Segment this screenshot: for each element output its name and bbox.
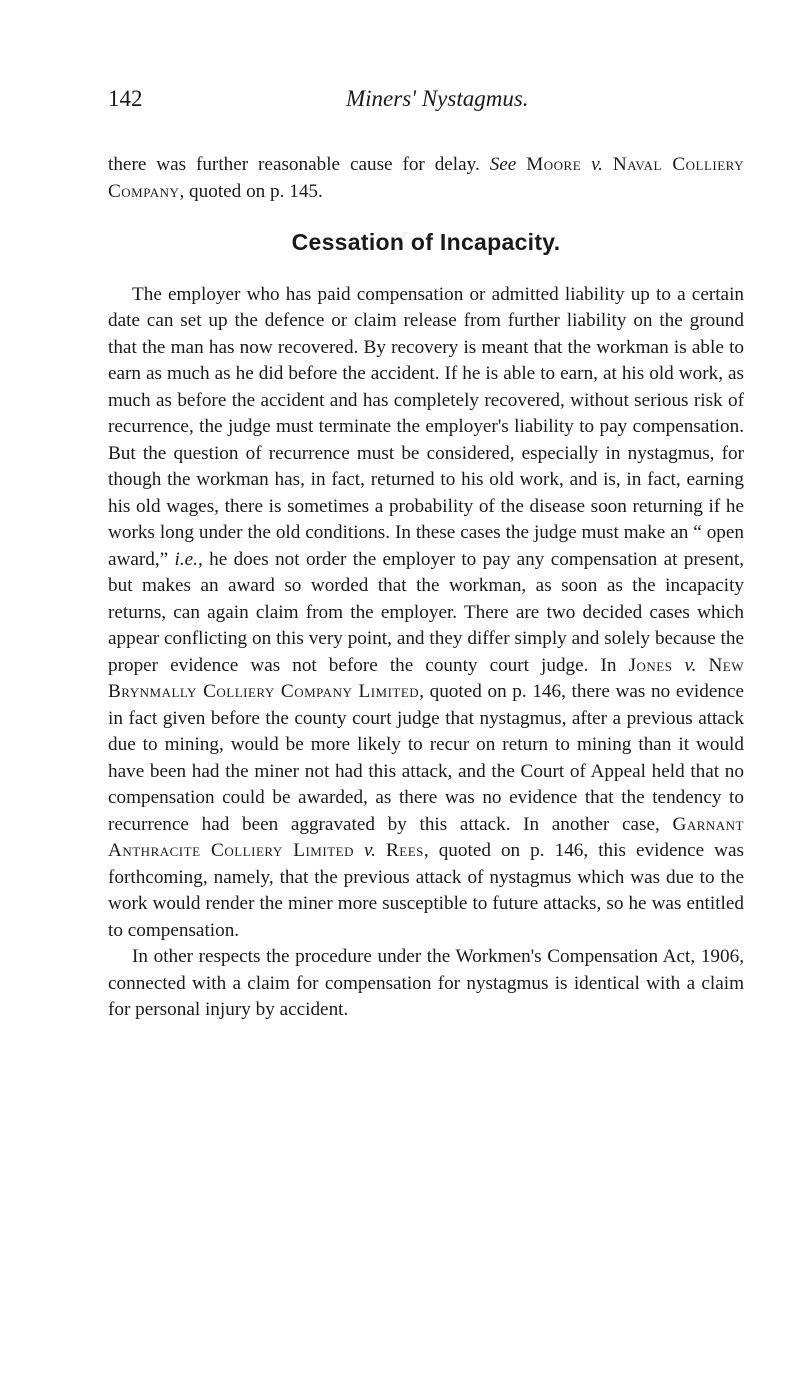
see-reference: See bbox=[489, 154, 517, 175]
versus: v. bbox=[364, 840, 376, 861]
abbreviation: i.e., bbox=[174, 548, 203, 570]
text-run: , quoted on p. 146, there was no evidence in fact given before the county court judge that nystagmus, after a previous attack due to mining, would be more likely to recur on return to mining than it would have been had the miner not had this attack, and the Court of Appeal held that no compensation could be awarded, as there was no evidence that the tendency to recurrence had been aggravated by this attack. In another case, bbox=[108, 681, 744, 835]
running-head bbox=[108, 86, 744, 122]
paragraph bbox=[108, 282, 744, 945]
text-run: there was further reasonable cause for delay. bbox=[108, 154, 490, 175]
versus: v. bbox=[684, 654, 697, 676]
text-run bbox=[581, 154, 591, 175]
continuation-paragraph bbox=[108, 152, 744, 205]
running-title: Miners' Nystagmus. bbox=[346, 86, 529, 111]
page-number: 142 bbox=[108, 86, 143, 111]
case-name: Jones bbox=[628, 654, 673, 676]
paragraph: In other respects the procedure under the Workmen's Compensation Act, 1906, connected with a claim for compensation for nystagmus is identical with a claim for personal injury by accident. bbox=[108, 946, 744, 1020]
text-run: , quoted on p. 146, this evidence was forthcoming, namely, that the previous attack of nystagmus which was due to the work would render the miner more susceptible to future attacks, so he was entitled to compensation. bbox=[108, 840, 745, 941]
versus: v. bbox=[591, 154, 603, 175]
case-name: Garnant Anthracite Colliery Limited bbox=[108, 813, 744, 861]
text-run bbox=[696, 655, 708, 676]
text-run bbox=[603, 154, 613, 175]
text-run: he does not order the employer to pay any compensation at present, but makes an award so worded that the workman, as soon as the incapacity returns, can again claim from the employer. There are two decided cases which appear conflicting on this very point, and they differ simply and solely because the proper evidence was not before the county court judge. In bbox=[108, 548, 745, 676]
text-run bbox=[516, 154, 526, 175]
case-name: New Brynmally Colliery Company Limited bbox=[108, 654, 745, 702]
text-run: The employer who has paid compensation or admitted liability up to a certain date can set up the defence or claim release from further liability on the ground that the man has now recovered. By recovery is meant that the workman is able to earn as much as he did before the accident. If he is able to earn, at his old work, as much as before the accident and has completely recovered, without serious risk of recurrence, the judge must terminate the employer's liability to pay compensation. But the question of recurrence must be considered, especially in nystagmus, for though the workman has, in fact, returned to his old work, and is, in fact, earning his old wages, there is sometimes a probability of the disease soon returning if he works long under the old conditions. In these cases the judge must make an “ open award,” bbox=[108, 283, 744, 570]
case-name: Rees bbox=[385, 840, 424, 861]
section-heading: Cessation of Incapacity. bbox=[291, 229, 561, 255]
text-run bbox=[354, 840, 364, 861]
text-run: , quoted on p. 145. bbox=[179, 180, 323, 202]
text-run bbox=[376, 840, 386, 861]
body-text bbox=[108, 152, 744, 1024]
text-run bbox=[672, 655, 684, 676]
case-name: Moore bbox=[526, 154, 582, 175]
case-name: Naval Colliery Company bbox=[108, 154, 745, 202]
